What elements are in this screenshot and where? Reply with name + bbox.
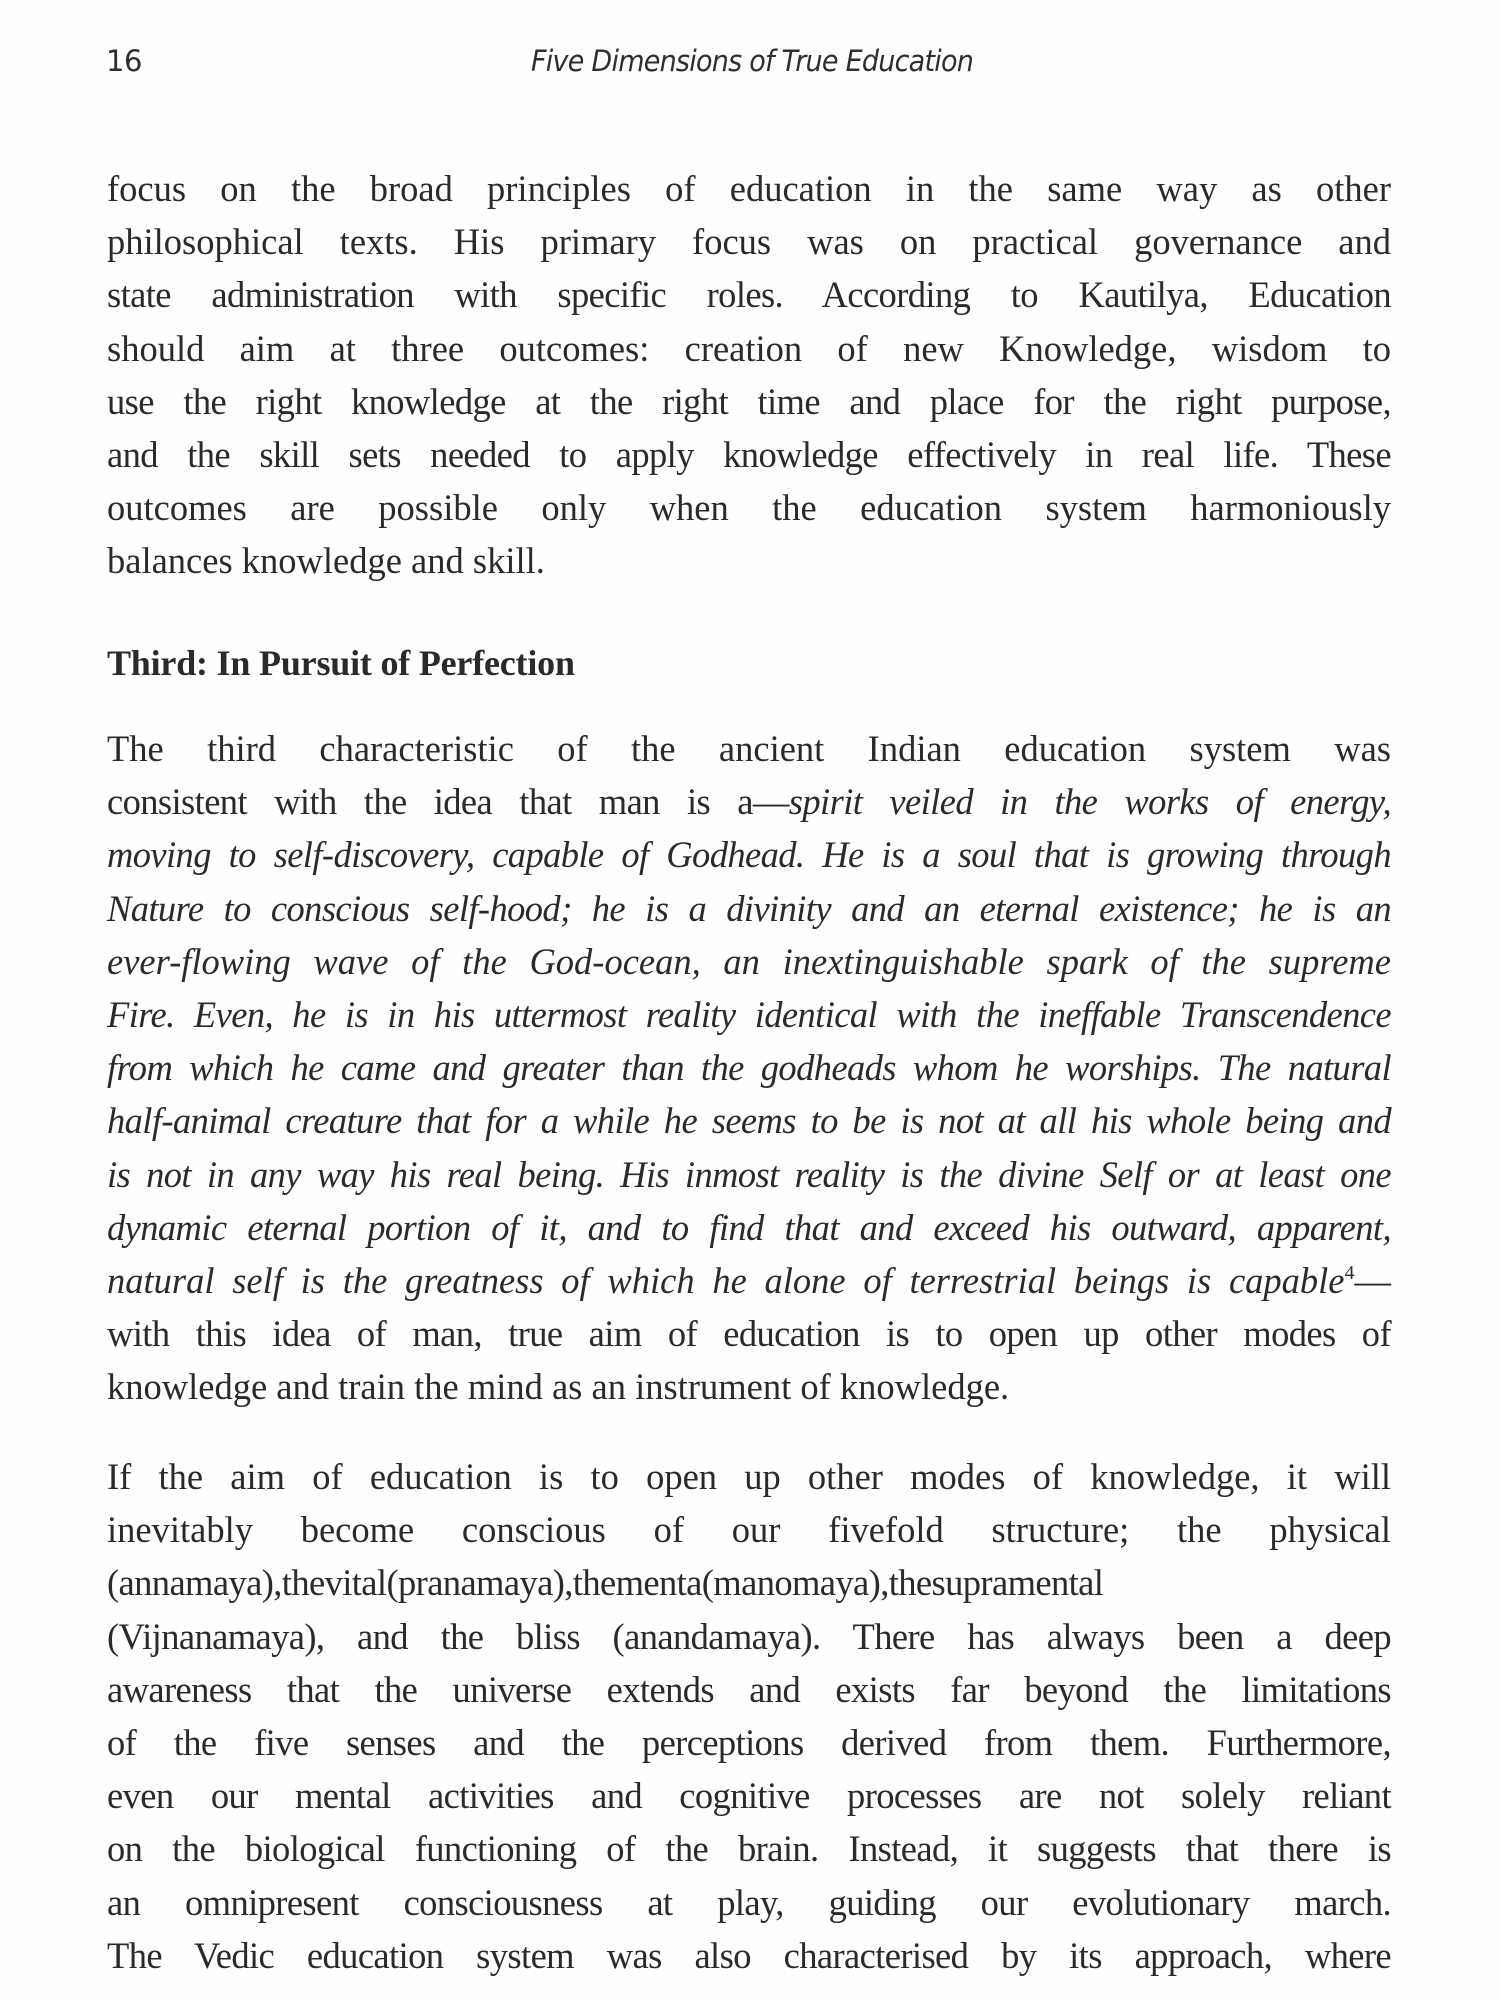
text-line: philosophical texts. His primary focus was on practical governance and	[107, 221, 1391, 263]
text-line: with this idea of man, true aim of education is to open up other modes of	[107, 1313, 1391, 1355]
text-line: The third characteristic of the ancient Indian education system was	[107, 728, 1391, 769]
em-dash: —	[1354, 1259, 1391, 1301]
quote-line: Nature to conscious self-hood; he is a divinity and an eternal existence; he is an	[107, 887, 1391, 929]
text-line: inevitably become conscious of our fivefold structure; the physical	[107, 1509, 1391, 1551]
text-line: awareness that the universe extends and exists far beyond the limitations	[107, 1668, 1391, 1710]
footnote-marker[interactable]: 4	[1344, 1261, 1355, 1284]
running-head	[0, 44, 1500, 84]
page-number: 16	[106, 44, 142, 78]
text-line: and the skill sets needed to apply knowledge effectively in real life. These	[107, 433, 1391, 475]
text-line: knowledge and train the mind as an instrument of knowledge.	[107, 1366, 1010, 1408]
text-line: state administration with specific roles. According to Kautilya, Education	[107, 274, 1391, 316]
roman-text: consistent with the idea that man is a—	[107, 781, 789, 823]
paragraph-fivefold-structure	[107, 1450, 1391, 1982]
text-line: balances knowledge and skill.	[107, 540, 545, 582]
text-line: use the right knowledge at the right time and place for the right purpose,	[107, 380, 1391, 422]
quote-line: moving to self-discovery, capable of Godhead. He is a soul that is growing through	[107, 834, 1391, 876]
text-line: should aim at three outcomes: creation of new Knowledge, wisdom to	[107, 327, 1391, 369]
section-heading: Third: In Pursuit of Perfection	[107, 643, 575, 683]
quote-line: from which he came and greater than the godheads whom he worships. The natural	[107, 1047, 1391, 1089]
text-line: If the aim of education is to open up other modes of knowledge, it will	[107, 1456, 1391, 1497]
paragraph-kautilya	[107, 162, 1391, 588]
quote-line: Fire. Even, he is in his uttermost reality identical with the ineffable Transcendence	[107, 993, 1391, 1035]
text-line: focus on the broad principles of education in the same way as other	[107, 168, 1391, 209]
text-line: (Vijnanamaya), and the bliss (anandamaya). There has always been a deep	[107, 1615, 1391, 1657]
text-line: an omnipresent consciousness at play, guiding our evolutionary march.	[107, 1881, 1391, 1923]
text-line: (annamaya),thevital(pranamaya),thementa(manomaya),thesupramental	[107, 1562, 1104, 1604]
text-line: of the five senses and the perceptions derived from them. Furthermore,	[107, 1721, 1391, 1763]
quote-line: half-animal creature that for a while he seems to be is not at all his whole being and	[107, 1100, 1391, 1142]
paragraph-pursuit-of-perfection	[107, 722, 1391, 1413]
running-title: Five Dimensions of True Education	[531, 44, 974, 78]
quote-line	[107, 1254, 1391, 1307]
quote-line: is not in any way his real being. His inmost reality is the divine Self or at least one	[107, 1153, 1391, 1195]
quoted-italic-text: spirit veiled in the works of energy,	[788, 781, 1392, 823]
quoted-italic-text: natural self is the greatness of which he alone of terrestrial beings is capable	[107, 1259, 1345, 1301]
text-line: on the biological functioning of the brain. Instead, it suggests that there is	[107, 1828, 1391, 1870]
quote-line: dynamic eternal portion of it, and to find that and exceed his outward, apparent,	[107, 1206, 1391, 1248]
text-line: The Vedic education system was also characterised by its approach, where	[107, 1934, 1391, 1976]
text-line	[107, 775, 1391, 828]
text-line: outcomes are possible only when the education system harmoniously	[107, 487, 1391, 529]
text-line: even our mental activities and cognitive processes are not solely reliant	[107, 1775, 1391, 1817]
quote-line: ever-flowing wave of the God-ocean, an inextinguishable spark of the supreme	[107, 940, 1391, 982]
